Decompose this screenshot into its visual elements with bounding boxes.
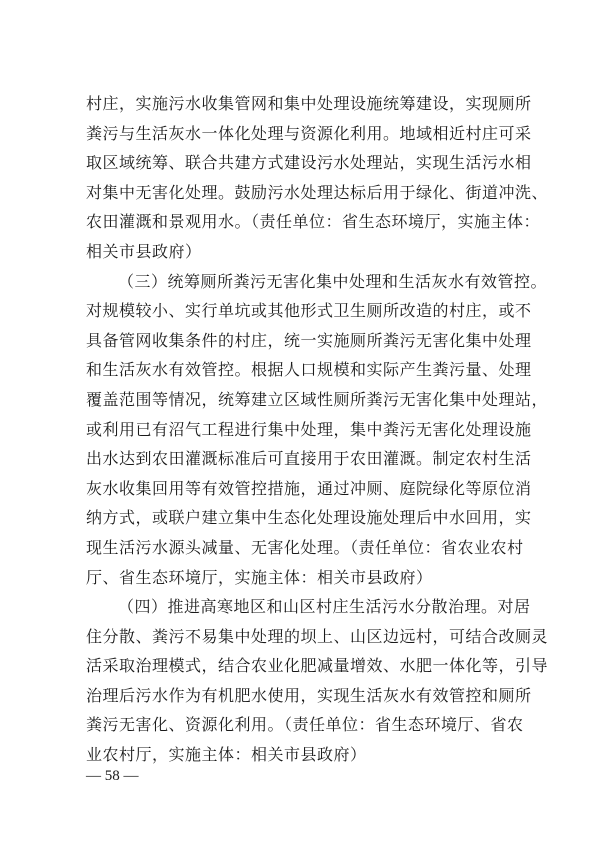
text-line: 取区域统筹、联合共建方式建设污水处理站，实现生活污水相 xyxy=(86,153,532,173)
body-text xyxy=(86,89,549,770)
text-line: 出水达到农田灌溉标准后可直接用于农田灌溉。制定农村生活 xyxy=(86,449,532,469)
text-line: 对集中无害化处理。鼓励污水处理达标后用于绿化、街道冲洗、 xyxy=(86,182,549,202)
page-number: — 58 — xyxy=(86,768,139,784)
text-line: 住分散、粪污不易集中处理的坝上、山区边远村，可结合改厕灵 xyxy=(86,626,549,646)
text-line: 村庄，实施污水收集管网和集中处理设施统筹建设，实现厕所 xyxy=(86,94,532,113)
section-heading-line: （四）推进高寒地区和山区村庄生活污水分散治理。对居 xyxy=(118,597,531,617)
text-line: 现生活污水源头减量、无害化处理。（责任单位：省农业农村 xyxy=(86,537,524,557)
section-heading-line: （三）统筹厕所粪污无害化集中处理和生活灰水有效管控。 xyxy=(118,271,548,291)
text-line: 厅、省生态环境厅，实施主体：相关市县政府） xyxy=(86,567,433,587)
text-line: 粪污与生活灰水一体化处理与资源化利用。地域相近村庄可采 xyxy=(86,123,532,143)
text-line: 具备管网收集条件的村庄，统一实施厕所粪污无害化集中处理 xyxy=(86,330,532,350)
text-line: 活采取治理模式，结合农业化肥减量增效、水肥一体化等，引导 xyxy=(86,656,549,676)
text-line: 相关市县政府） xyxy=(86,241,202,261)
text-line: 灰水收集回用等有效管控措施，通过冲厕、庭院绿化等原位消 xyxy=(86,478,532,498)
text-line: 农田灌溉和景观用水。（责任单位：省生态环境厅，实施主体： xyxy=(86,212,541,232)
text-line: 或利用已有沼气工程进行集中处理，集中粪污无害化处理设施 xyxy=(86,419,532,439)
text-line: 业农村厅，实施主体：相关市县政府） xyxy=(86,745,367,765)
text-line: 治理后污水作为有机肥水使用，实现生活灰水有效管控和厕所 xyxy=(86,685,532,705)
text-line: 纳方式，或联户建立集中生态化处理设施处理后中水回用，实 xyxy=(86,508,532,528)
text-line: 对规模较小、实行单坑或其他形式卫生厕所改造的村庄，或不 xyxy=(86,301,532,321)
text-line: 和生活灰水有效管控。根据人口规模和实际产生粪污量、处理 xyxy=(86,360,532,380)
text-line: 粪污无害化、资源化利用。（责任单位：省生态环境厅、省农 xyxy=(86,715,524,735)
text-line: 覆盖范围等情况，统筹建立区域性厕所粪污无害化集中处理站， xyxy=(86,389,549,409)
